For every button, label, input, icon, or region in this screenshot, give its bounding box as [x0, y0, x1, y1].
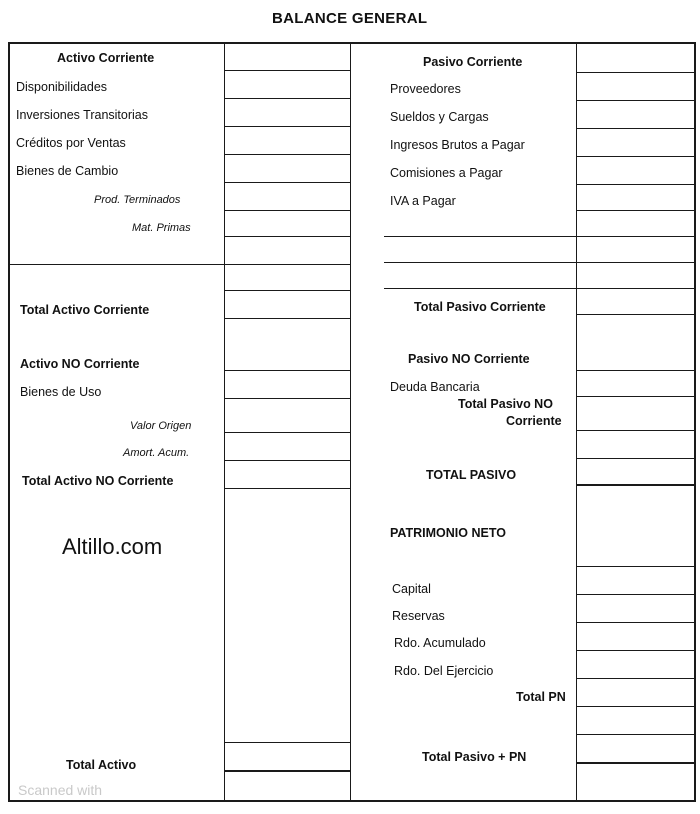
- watermark-text: Altillo.com: [62, 534, 163, 559]
- pasivo-corriente-heading: Pasivo Corriente: [423, 55, 523, 69]
- capital-label: Capital: [392, 582, 431, 596]
- scanner-mark: Scanned with: [18, 782, 103, 798]
- iva-label: IVA a Pagar: [390, 194, 456, 208]
- activo-corriente-heading: Activo Corriente: [57, 51, 155, 65]
- ingresos-brutos-label: Ingresos Brutos a Pagar: [390, 138, 525, 152]
- inversiones-label: Inversiones Transitorias: [16, 108, 149, 122]
- amort-acum-label: Amort. Acum.: [123, 447, 190, 459]
- total-pasivo-label: TOTAL PASIVO: [426, 468, 517, 482]
- total-pn-label: Total PN: [516, 690, 566, 704]
- creditos-label: Créditos por Ventas: [16, 136, 126, 150]
- deuda-bancaria-label: Deuda Bancaria: [390, 380, 480, 394]
- activo-no-corriente-heading: Activo NO Corriente: [20, 357, 140, 371]
- valor-origen-label: Valor Origen: [130, 420, 192, 432]
- page-title: BALANCE GENERAL: [272, 10, 428, 27]
- patrimonio-neto-heading: PATRIMONIO NETO: [390, 526, 506, 540]
- mat-primas-label: Mat. Primas: [132, 222, 191, 234]
- total-pasivo-no-corriente-label-line2: Corriente: [506, 414, 562, 428]
- prod-terminados-label: Prod. Terminados: [94, 194, 181, 206]
- proveedores-label: Proveedores: [390, 82, 461, 96]
- comisiones-label: Comisiones a Pagar: [390, 166, 503, 180]
- bienes-cambio-label: Bienes de Cambio: [16, 164, 119, 178]
- disponibilidades-label: Disponibilidades: [16, 80, 108, 94]
- bienes-uso-label: Bienes de Uso: [20, 385, 102, 399]
- pasivo-no-corriente-heading: Pasivo NO Corriente: [408, 352, 530, 366]
- total-activo-no-corriente-label: Total Activo NO Corriente: [22, 474, 174, 488]
- total-pasivo-corriente-label: Total Pasivo Corriente: [414, 300, 546, 314]
- reservas-label: Reservas: [392, 609, 445, 623]
- total-activo-corriente-label: Total Activo Corriente: [20, 303, 150, 317]
- total-activo-label: Total Activo: [66, 758, 137, 772]
- rdo-ejercicio-label: Rdo. Del Ejercicio: [394, 664, 494, 678]
- rdo-acumulado-label: Rdo. Acumulado: [394, 636, 486, 650]
- total-pasivo-pn-label: Total Pasivo + PN: [422, 750, 527, 764]
- total-pasivo-no-corriente-label-line1: Total Pasivo NO: [458, 397, 553, 411]
- sueldos-label: Sueldos y Cargas: [390, 110, 489, 124]
